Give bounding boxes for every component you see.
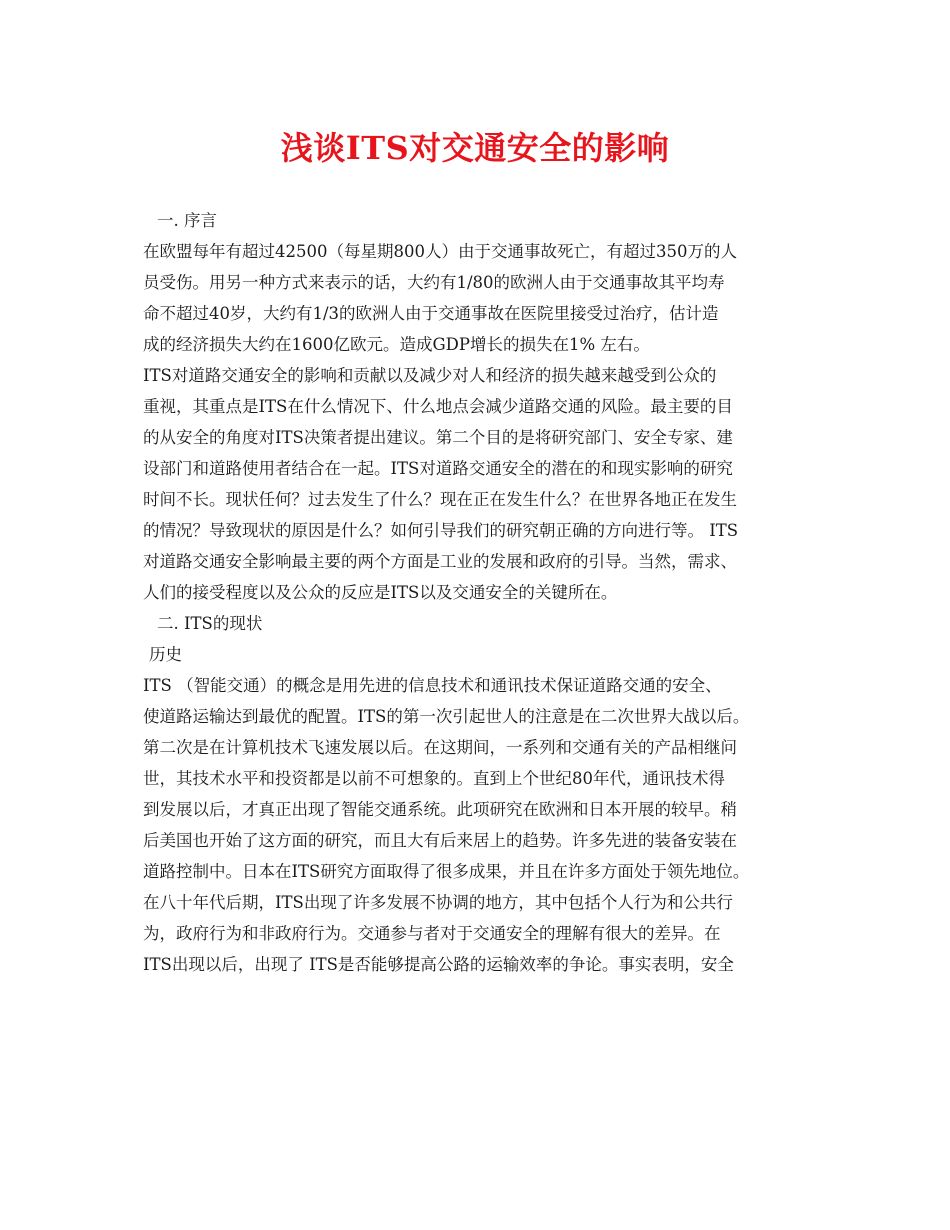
section-heading: 二. ITS的现状 (157, 614, 263, 633)
document-title: 浅谈ITS对交通安全的影响 (280, 129, 670, 167)
paragraph-line: 成的经济损失大约在1600亿欧元。造成GDP增长的损失在1% 左右。 (143, 335, 650, 354)
paragraph-line: 后美国也开始了这方面的研究，而且大有后来居上的趋势。许多先进的装备安装在 (143, 831, 737, 850)
paragraph-line: 命不超过40岁，大约有1/3的欧洲人由于交通事故在医院里接受过治疗，估计造 (143, 304, 719, 323)
paragraph-line: 为，政府行为和非政府行为。交通参与者对于交通安全的理解有很大的差异。在 (143, 924, 721, 943)
section-heading: 一. 序言 (157, 211, 217, 230)
paragraph-line: 重视，其重点是ITS在什么情况下、什么地点会减少道路交通的风险。最主要的目 (143, 397, 733, 416)
paragraph-line: ITS （智能交通）的概念是用先进的信息技术和通讯技术保证道路交通的安全、 (143, 676, 722, 695)
paragraph-line: ITS出现以后，出现了 ITS是否能够提高公路的运输效率的争论。事实表明，安全 (143, 955, 734, 974)
paragraph-line: ITS对道路交通安全的影响和贡献以及减少对人和经济的损失越来越受到公众的 (143, 366, 717, 385)
paragraph-line: 时间不长。现状任何？过去发生了什么？现在正在发生什么？在世界各地正在发生 (143, 490, 737, 509)
subsection-heading: 历史 (149, 645, 182, 664)
paragraph-line: 对道路交通安全影响最主要的两个方面是工业的发展和政府的引导。当然，需求、 (143, 552, 737, 571)
paragraph-line: 人们的接受程度以及公众的反应是ITS以及交通安全的关键所在。 (143, 583, 618, 602)
paragraph-line: 在八十年代后期，ITS出现了许多发展不协调的地方，其中包括个人行为和公共行 (143, 893, 733, 912)
paragraph-line: 的从安全的角度对ITS决策者提出建议。第二个目的是将研究部门、安全专家、建 (143, 428, 733, 447)
paragraph-line: 员受伤。用另一种方式来表示的话，大约有1/80的欧洲人由于交通事故其平均寿 (143, 273, 725, 292)
document-body (143, 205, 815, 980)
paragraph-line: 在欧盟每年有超过42500（每星期800人）由于交通事故死亡，有超过350万的人 (143, 242, 737, 261)
paragraph-line: 第二次是在计算机技术飞速发展以后。在这期间，一系列和交通有关的产品相继问 (143, 738, 737, 757)
paragraph-line: 世，其技术水平和投资都是以前不可想象的。直到上个世纪80年代，通讯技术得 (143, 769, 725, 788)
paragraph-line: 道路控制中。日本在ITS研究方面取得了很多成果，并且在许多方面处于领先地位。 (143, 862, 750, 881)
paragraph-line: 设部门和道路使用者结合在一起。ITS对道路交通安全的潜在的和现实影响的研究 (143, 459, 733, 478)
paragraph-line: 的情况？导致现状的原因是什么？如何引导我们的研究朝正确的方向进行等。 ITS (143, 521, 739, 540)
paragraph-line: 使道路运输达到最优的配置。ITS的第一次引起世人的注意是在二次世界大战以后。 (143, 707, 750, 726)
paragraph-line: 到发展以后，才真正出现了智能交通系统。此项研究在欧洲和日本开展的较早。稍 (143, 800, 737, 819)
